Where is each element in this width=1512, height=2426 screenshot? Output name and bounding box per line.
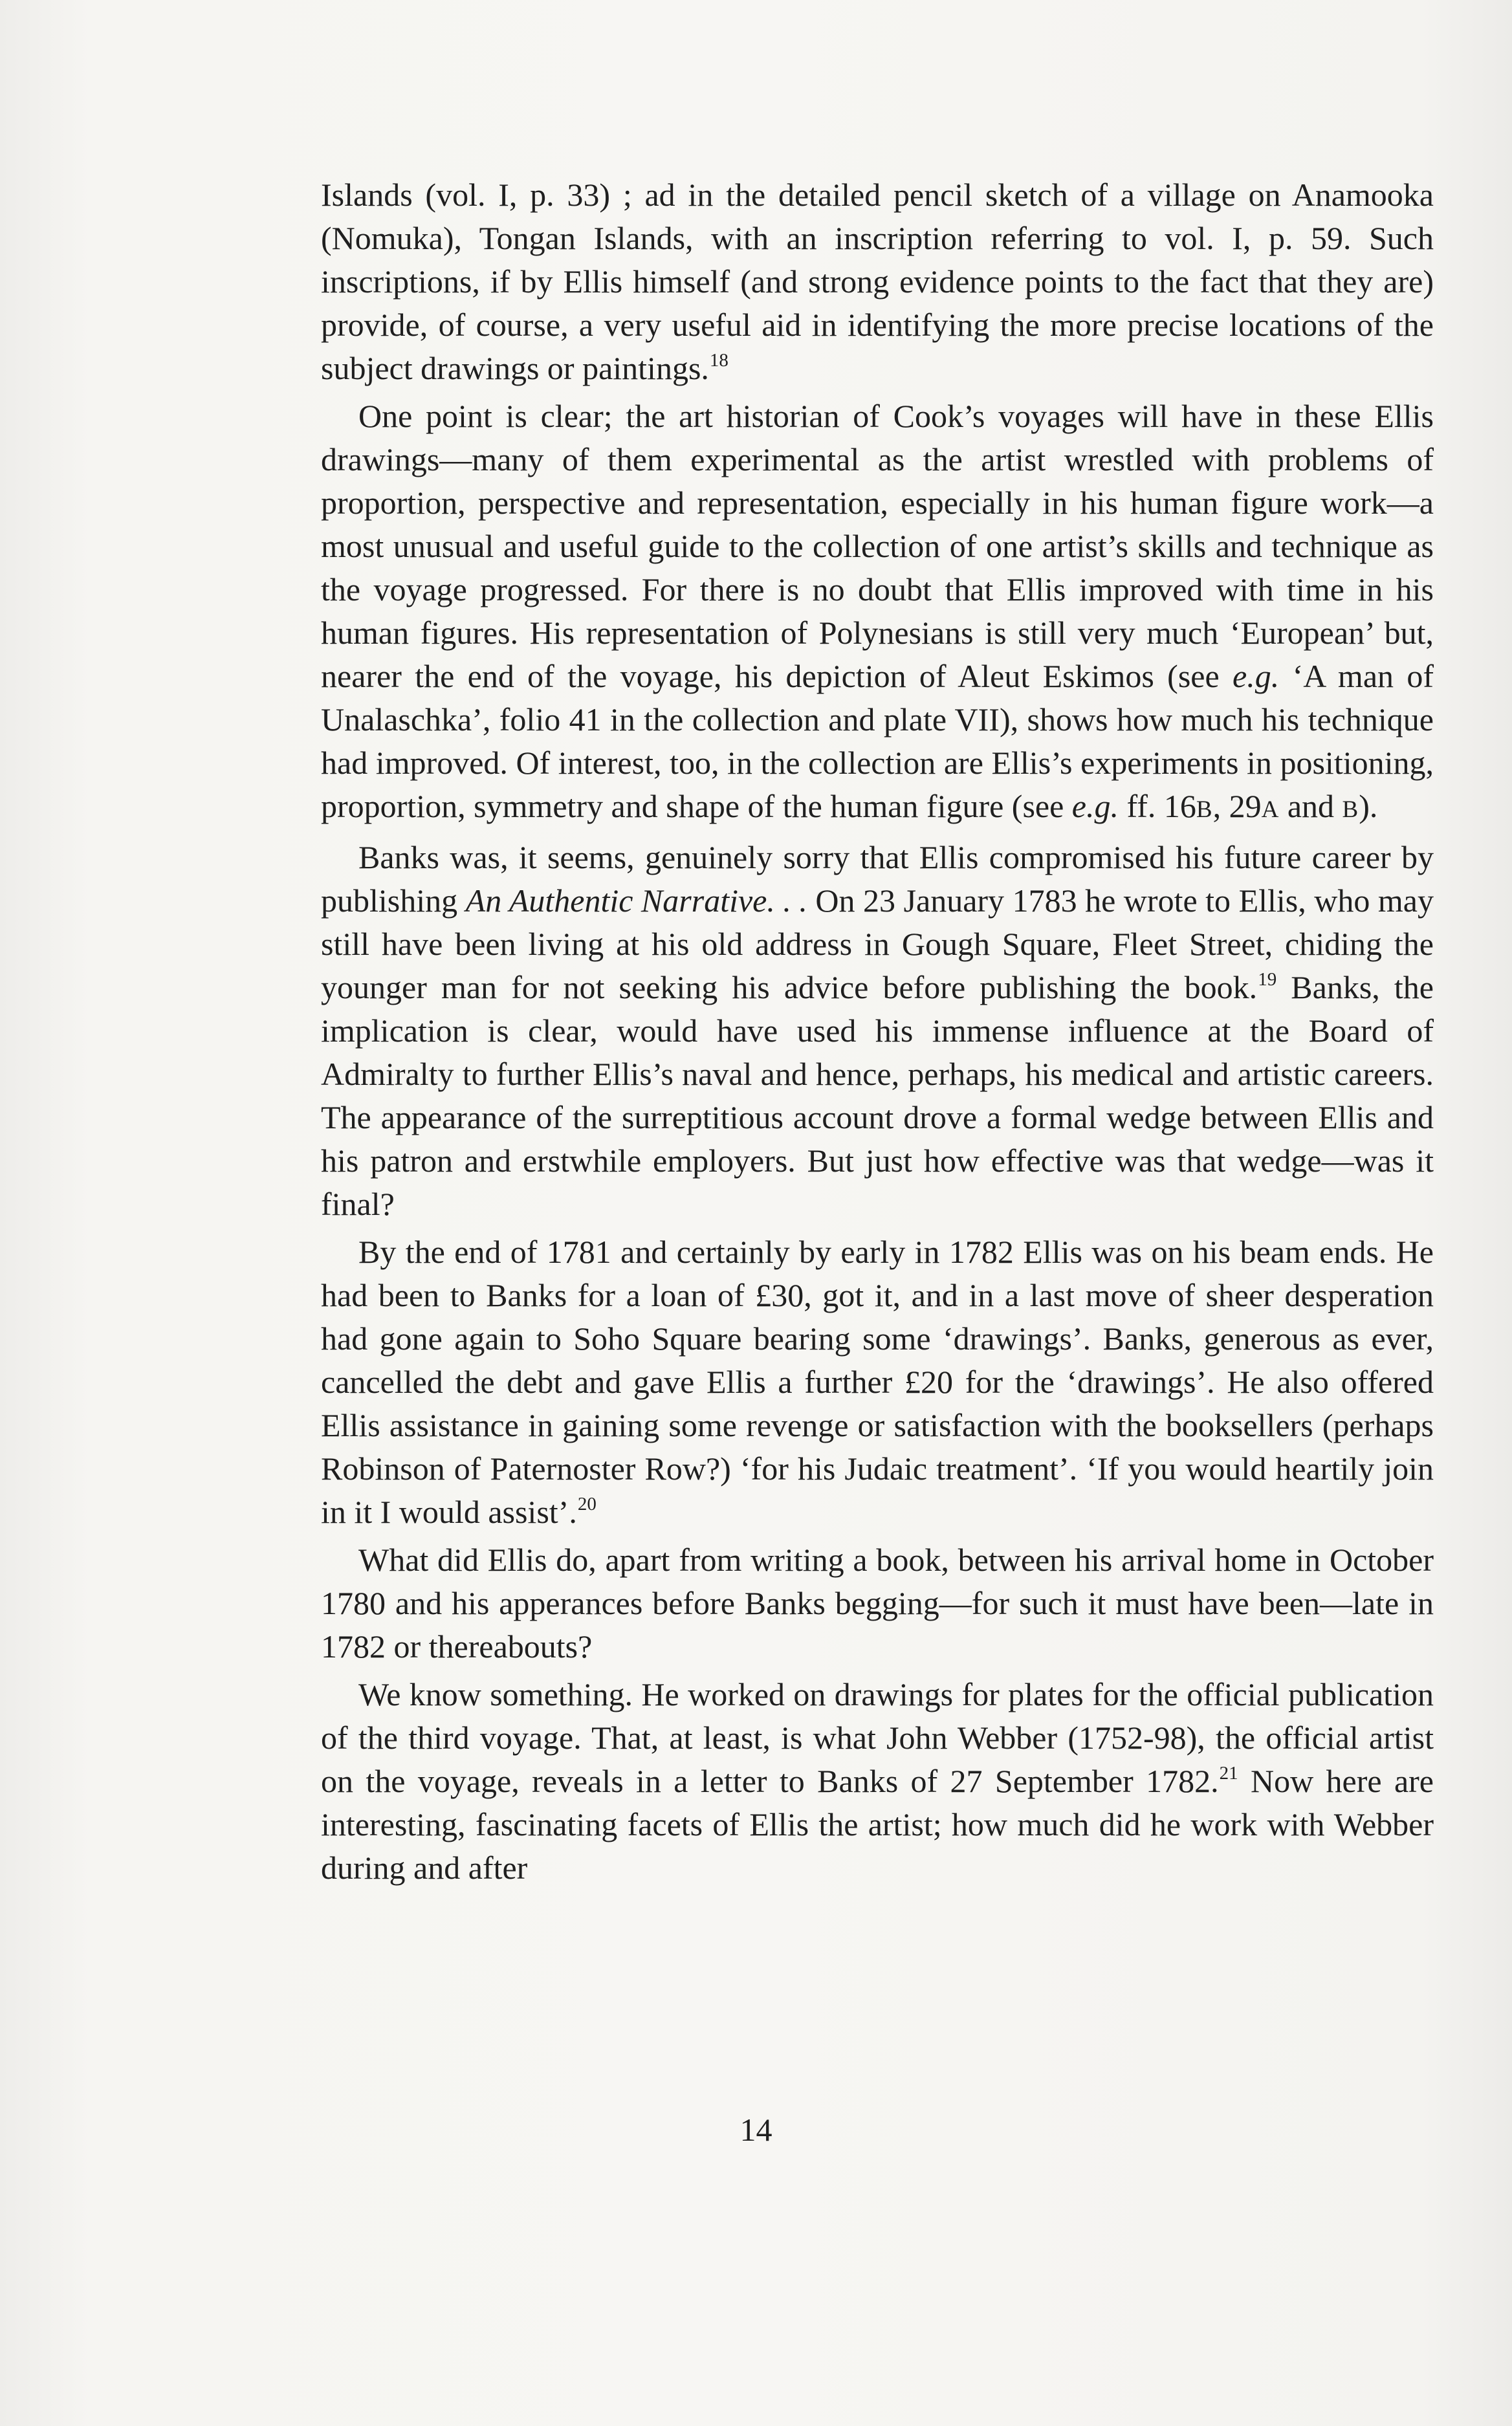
footnote-marker: 21	[1219, 1763, 1238, 1784]
footnote-marker: 20	[577, 1494, 597, 1514]
paragraph: By the end of 1781 and certainly by early in 1782 Ellis was on his beam ends. He had been to Banks for a loan of £30, got it, and in a last move of sheer desperation had gone again to Soho Square bearing some ‘drawings’. Banks, generous as ever, cancelled the debt and gave Ellis a further £20 for the ‘drawings’. He also offered Ellis assistance in gaining some revenge or satisfaction with the booksellers (perhaps Robinson of Paternoster Row?) ‘for his Judaic treatment’. ‘If you would heartily join in it I would assist’.$^{20}$	[321, 1234, 1434, 1530]
italic-text: e.g.	[1071, 788, 1119, 824]
page-number: 14	[740, 2112, 772, 2148]
paragraph: Banks was, it seems, genuinely sorry that Ellis compromised his future career by publishing An Authentic Narrative. . . On 23 January 1783 he wrote to Ellis, who may still have been living at his old address in Gough Square, Fleet Street, chiding the younger man for not seeking his advice before publishing the book.$^{19}$ Banks, the implication is clear, would have used his immense influence at the Board of Admiralty to further Ellis’s naval and hence, perhaps, his medical and artistic careers. The appearance of the surreptitious account drove a formal wedge between Ellis and his patron and erstwhile employers. But just how effective was that wedge—was it final?	[321, 839, 1434, 1222]
footnote-marker: 18	[709, 350, 729, 371]
small-caps-text: B	[1342, 796, 1359, 823]
italic-text: An Authentic Narrative. . .	[465, 882, 807, 919]
italic-text: e.g.	[1233, 658, 1280, 694]
paragraph: What did Ellis do, apart from writing a book, between his arrival home in October 1780 and his apperances before Banks begging—for such it must have been—late in 1782 or thereabouts?	[321, 1542, 1434, 1665]
body-text	[321, 173, 1434, 1894]
paragraph: One point is clear; the art historian of Cook’s voyages will have in these Ellis drawings—many of them experimental as the artist wrestled with problems of proportion, perspective and representation, especially in his human figure work—a most unusual and useful guide to the collection of one artist’s skills and technique as the voyage progressed. For there is no doubt that Ellis improved with time in his human figures. His representation of Polynesians is still very much ‘European’ but, nearer the end of the voyage, his depiction of Aleut Eskimos (see e.g. ‘A man of Unalaschka’, folio 41 in the collection and plate VII), shows how much his technique had improved. Of interest, too, in the collection are Ellis’s experiments in positioning, proportion, symmetry and shape of the human figure (see e.g. ff. 16B, 29A and B).	[321, 398, 1434, 824]
small-caps-text: A	[1261, 796, 1280, 823]
paragraph: We know something. He worked on drawings for plates for the official publication of the third voyage. That, at least, is what John Webber (1752-98), the official artist on the voyage, reveals in a letter to Banks of 27 September 1782.21 Now here are interesting, fascinating facets of Ellis the artist; how much did he work with Webber during and after	[321, 1676, 1434, 1886]
footnote-marker: 19	[1258, 969, 1277, 990]
small-caps-text: B	[1196, 796, 1213, 823]
paragraph: Islands (vol. I, p. 33) ; ad in the detailed pencil sketch of a village on Anamooka (Nomuka), Tongan Islands, with an inscription referring to vol. I, p. 59. Such inscriptions, if by Ellis himself (and strong evidence points to the fact that they are) provide, of course, a very useful aid in identifying the more precise locations of the subject drawings or paintings.$^{18}$	[321, 177, 1434, 386]
